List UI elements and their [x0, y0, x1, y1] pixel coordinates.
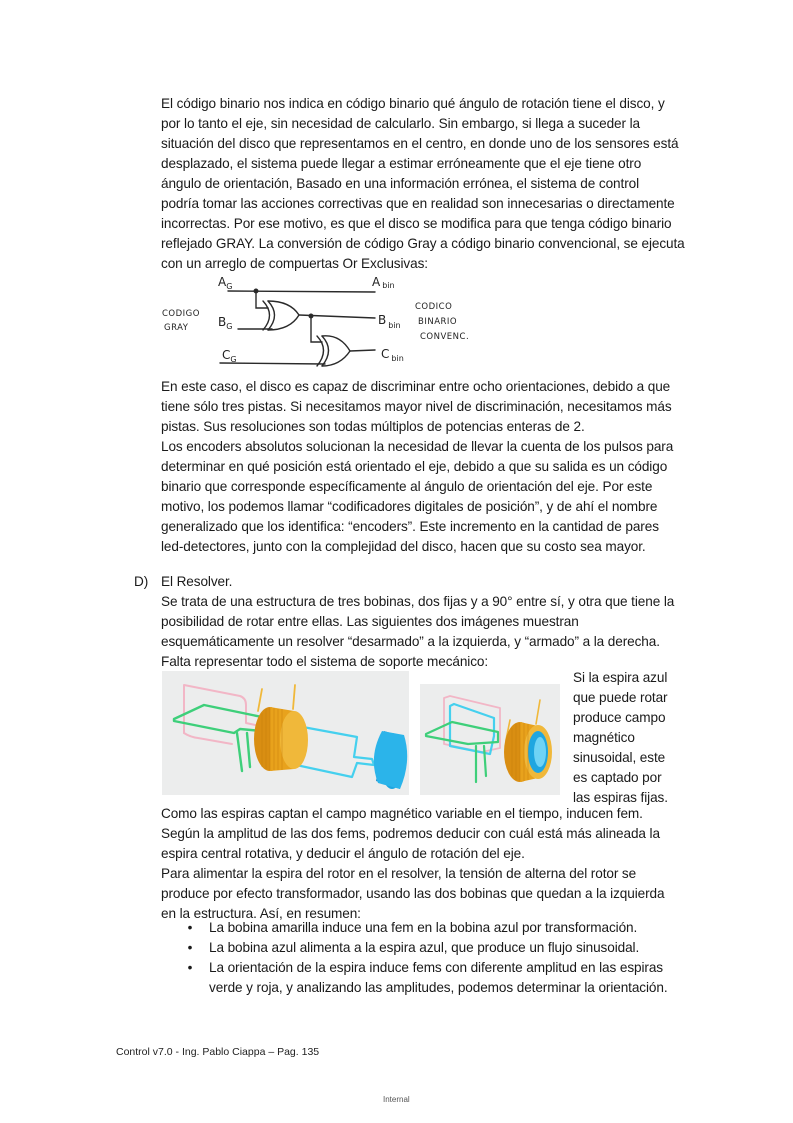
classification-label: Internal	[383, 1095, 410, 1104]
codigo-binario-label-3: CONVENC.	[420, 332, 470, 342]
gray-to-binary-diagram	[150, 268, 490, 378]
codigo-binario-label-2: BINARIO	[418, 317, 458, 327]
yellow-coil	[254, 707, 308, 771]
resolver-disassembled-image	[162, 671, 409, 795]
figure-side-note	[573, 668, 703, 808]
text-line: motivo, los podemos llamar “codificadores digitales de posición”, y de ahí el nombre	[161, 499, 658, 514]
text-line: verde y roja, y analizando las amplitudes, podemos determinar la orientación.	[209, 980, 668, 995]
label-c-gray: $C_G$	[222, 348, 237, 364]
text-line: que puede rotar	[573, 690, 668, 705]
text-line: magnético	[573, 730, 635, 745]
text-line: En este caso, el disco es capaz de discriminar entre ocho orientaciones, debido a que	[161, 379, 671, 394]
text-line: produce por efecto transformador, usando las dos bobinas que quedan a la izquierda	[161, 886, 665, 901]
list-item	[183, 958, 703, 998]
text-line: Para alimentar la espira del rotor en el resolver, la tensión de alterna del rotor se	[161, 866, 637, 881]
text-line: La orientación de la espira induce fems con diferente amplitud en las espiras	[209, 960, 664, 975]
text-line: generalizado que los identifica: “encoders”. Este incremento en la cantidad de pares	[161, 519, 659, 534]
bullet-icon: •	[187, 960, 193, 975]
text-line: Según la amplitud de las dos fems, podremos deducir con cuál está más alineada la	[161, 826, 660, 841]
label-a-gray: $A_G$	[218, 275, 233, 291]
section-title: El Resolver.	[161, 574, 233, 589]
text-line: espira central rotativa, y deducir el ángulo de rotación del eje.	[161, 846, 525, 861]
text-line: por lo tanto el eje, sin necesidad de calcularlo. Sin embargo, si llega a suceder la	[161, 116, 640, 131]
xor-circuit-sketch	[150, 268, 490, 378]
resolver-intro-paragraph	[161, 592, 706, 672]
bullet-icon: •	[187, 920, 193, 935]
resolver-assembled-image	[420, 684, 560, 795]
text-line: El código binario nos indica en código binario qué ángulo de rotación tiene el disco, y	[161, 96, 665, 111]
text-line: La bobina amarilla induce una fem en la bobina azul por transformación.	[209, 920, 638, 935]
text-line: incorrectas. Por ese motivo, es que el disco se modifica para que tenga código binario	[161, 216, 672, 231]
resolver-explanation-paragraph	[161, 804, 706, 924]
text-line: La bobina azul alimenta a la espira azul, que produce un flujo sinusoidal.	[209, 940, 640, 955]
text-line: podría tomar las acciones correctivas que en realidad son innecesarias o directamente	[161, 196, 675, 211]
intro-paragraph	[161, 94, 706, 274]
text-line: binario que corresponde específicamente al ángulo de orientación del eje. Por este	[161, 479, 653, 494]
codigo-gray-label-2: GRAY	[164, 323, 189, 333]
page-footer: Control v7.0 - Ing. Pablo Ciappa – Pag. 135	[116, 1046, 320, 1058]
text-line: posibilidad de rotar entre ellas. Las siguientes dos imágenes muestran	[161, 614, 579, 629]
text-line: Falta representar todo el sistema de soporte mecánico:	[161, 654, 489, 669]
codigo-gray-label-1: CODIGO	[162, 309, 200, 319]
text-line: Como las espiras captan el campo magnético variable en el tiempo, inducen fem.	[161, 806, 643, 821]
section-d-heading	[134, 572, 232, 592]
text-line: tiene sólo tres pistas. Si necesitamos mayor nivel de discriminación, necesitamos más	[161, 399, 672, 414]
text-line: desplazado, el sistema puede llegar a estimar erróneamente que el eje tiene otro	[161, 156, 642, 171]
encoders-paragraph	[161, 377, 706, 557]
summary-bullet-list	[183, 918, 703, 998]
text-line: led-detectores, junto con la complejidad del disco, hacen que su costo sea mayor.	[161, 539, 646, 554]
text-line: las espiras fijas.	[573, 790, 668, 805]
text-line: determinar en qué posición está orientado el eje, debido a que su salida es un código	[161, 459, 668, 474]
list-marker: D)	[134, 574, 149, 589]
codigo-binario-label-1: CODICO	[415, 302, 453, 312]
text-line: Los encoders absolutos solucionan la necesidad de llevar la cuenta de los pulsos para	[161, 439, 674, 454]
text-line: ángulo de orientación, Basado en una información errónea, el sistema de control	[161, 176, 640, 191]
text-line: sinusoidal, este	[573, 750, 666, 765]
bullet-icon: •	[187, 940, 193, 955]
text-line: produce campo	[573, 710, 666, 725]
assembled-coil	[504, 722, 552, 782]
text-line: esquemáticamente un resolver “desarmado” a la izquierda, y “armado” a la derecha.	[161, 634, 660, 649]
text-line: con un arreglo de compuertas Or Exclusivas:	[161, 256, 428, 271]
text-line: en la estructura. Así, en resumen:	[161, 906, 361, 921]
blue-coil	[374, 731, 407, 789]
list-item	[183, 918, 703, 938]
text-line: reflejado GRAY. La conversión de código Gray a código binario convencional, se ejecuta	[161, 236, 685, 251]
text-line: Si la espira azul	[573, 670, 668, 685]
text-line: es captado por	[573, 770, 662, 785]
text-line: situación del disco que representamos en el centro, en donde uno de los sensores está	[161, 136, 679, 151]
label-a-bin: Abin	[372, 275, 395, 290]
text-line: Se trata de una estructura de tres bobinas, dos fijas y a 90° entre sí, y otra que tiene la	[161, 594, 675, 609]
list-item	[183, 938, 703, 958]
label-b-gray: $B_G$	[218, 315, 233, 331]
label-c-bin: C $_{bin}$	[381, 347, 404, 363]
text-line: pistas. Sus resoluciones son todas múltiplos de potencias enteras de 2.	[161, 419, 585, 434]
label-b-bin: B $_{bin}$	[378, 313, 401, 330]
